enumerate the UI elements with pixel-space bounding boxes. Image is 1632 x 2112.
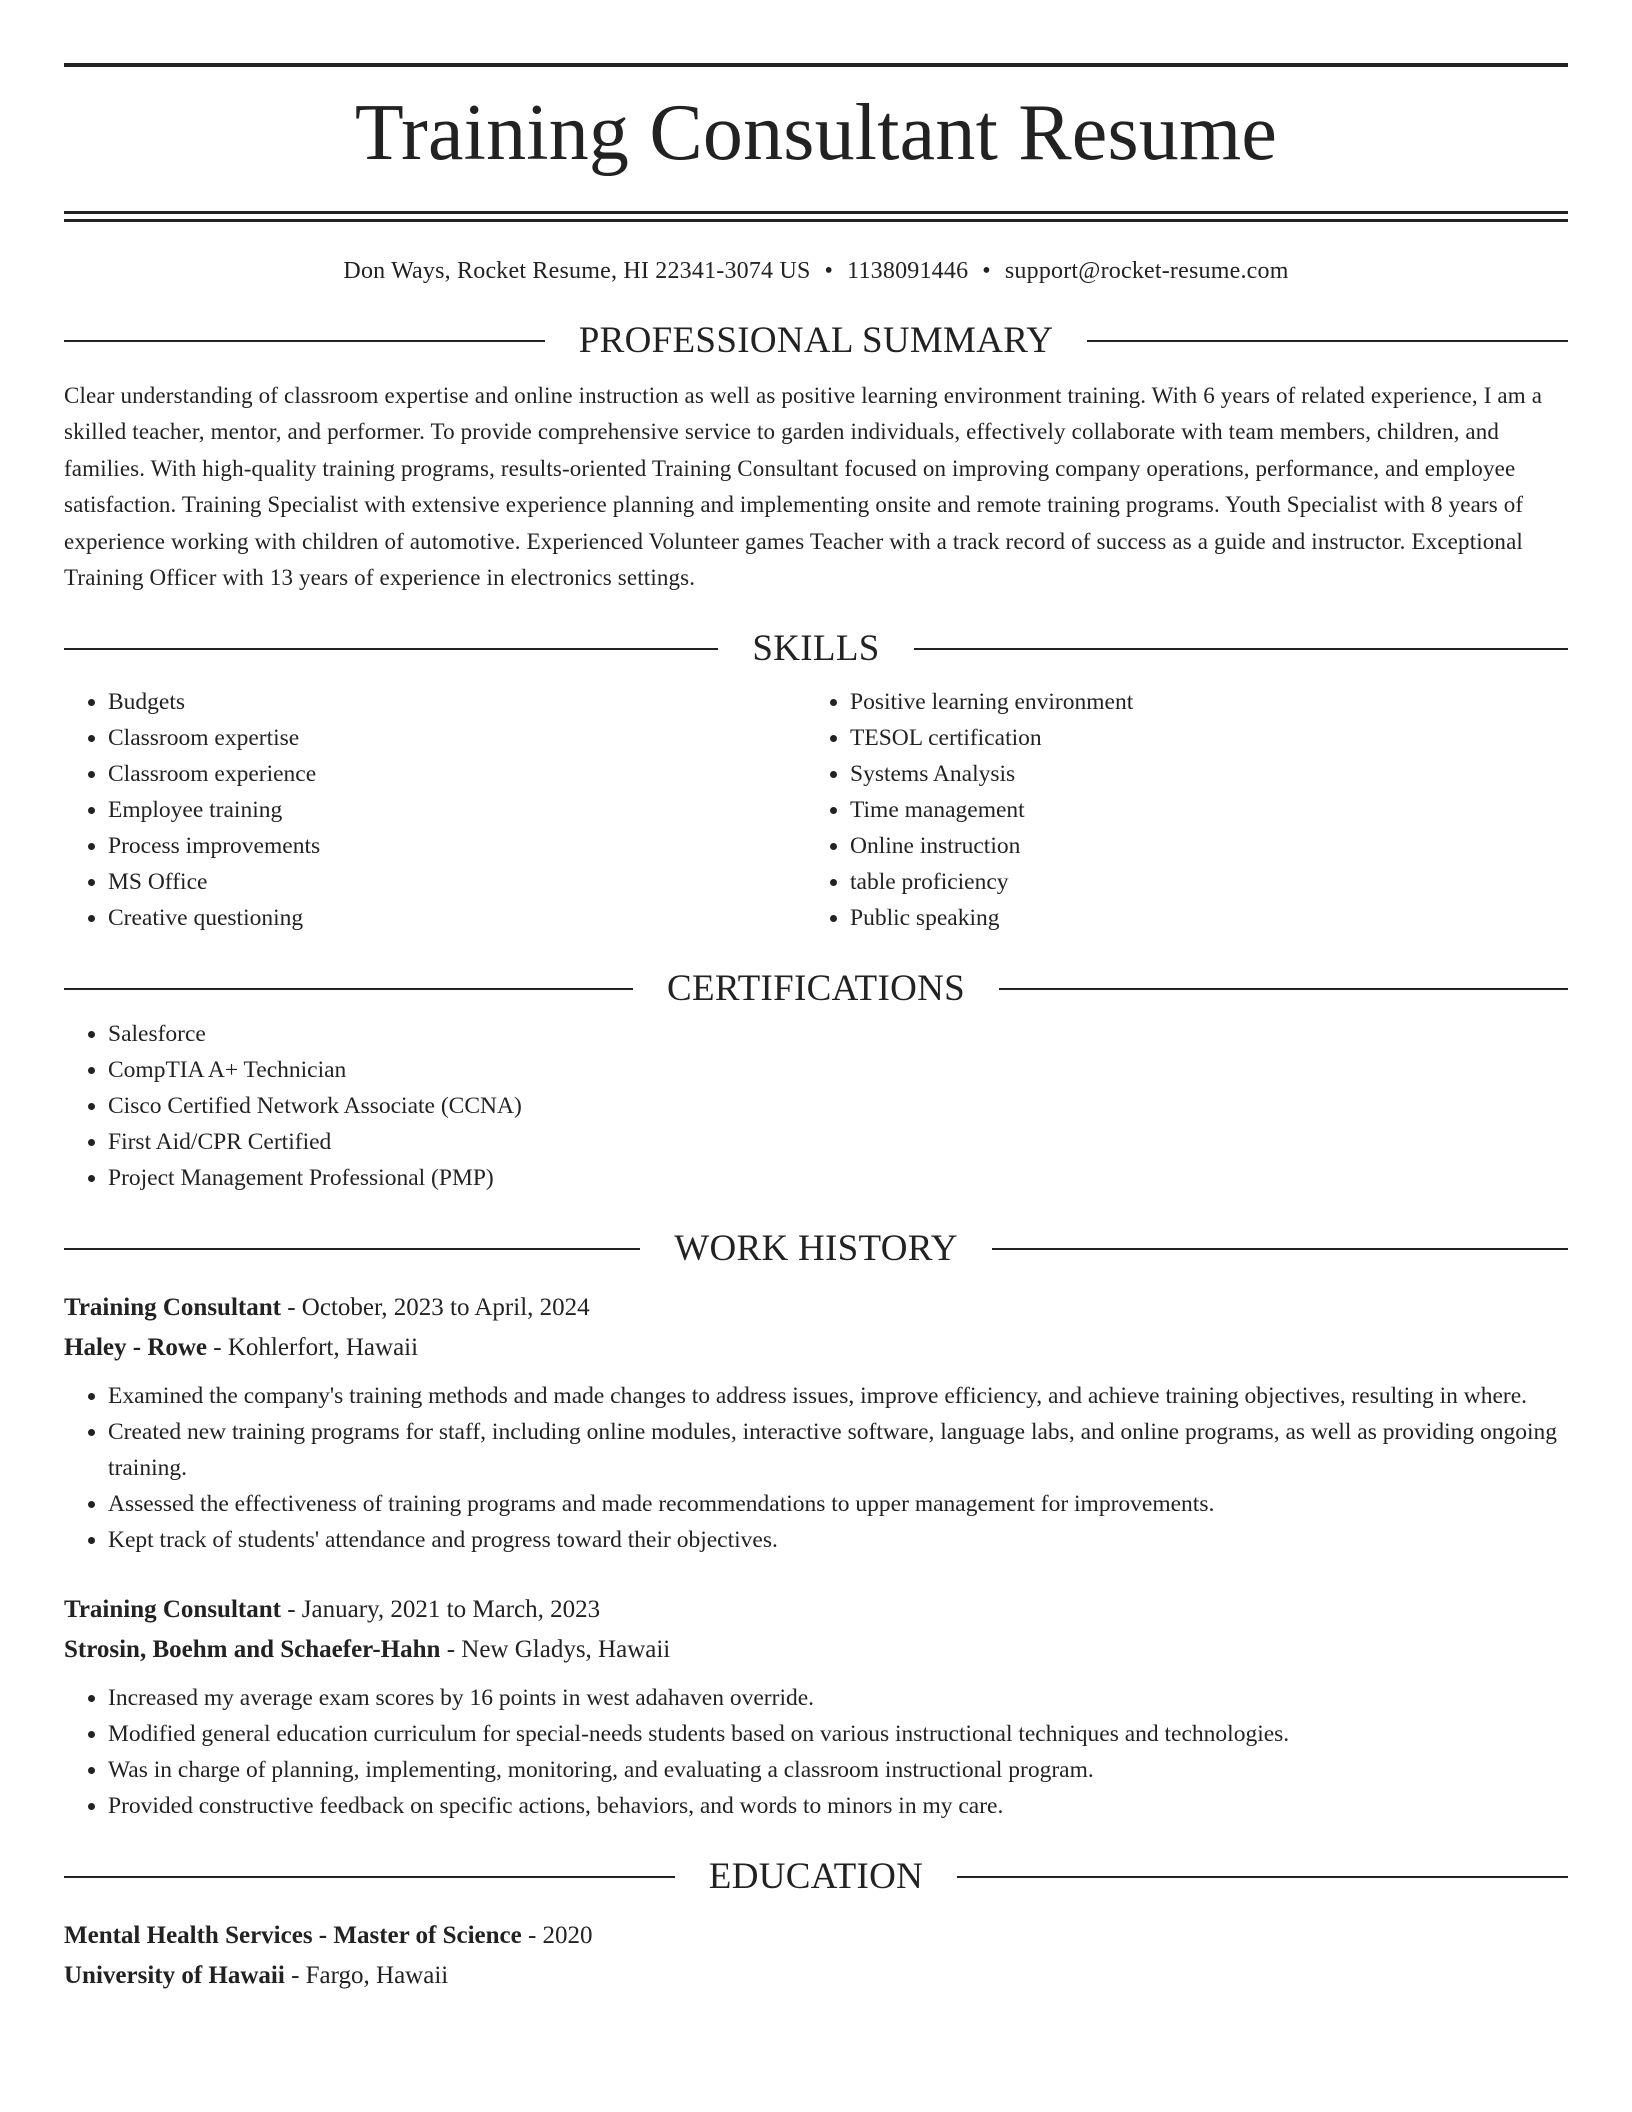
title-double-rule [64, 211, 1568, 222]
section-title: WORK HISTORY [674, 1228, 958, 1270]
education-school: University of Hawaii [64, 1962, 285, 1990]
heading-rule-left [64, 340, 545, 342]
job-entry [64, 1288, 1568, 1558]
resume-page [64, 63, 1568, 1996]
job-location: - New Gladys, Hawaii [446, 1636, 671, 1664]
job-duty-item: • Created new training programs for staff, including online modules, interactive software, language labs, and online programs, as well as providing ongoing training. [108, 1414, 1568, 1486]
heading-rule-left [64, 1876, 675, 1878]
heading-rule-right [992, 1248, 1568, 1250]
resume-title: Training Consultant Resume [354, 89, 1278, 177]
job-title: Training Consultant [64, 1596, 281, 1624]
heading-rule-left [64, 988, 633, 990]
education-degree-line [64, 1916, 1568, 1956]
skill-item: • table proficiency [850, 864, 1548, 900]
title-top-rule [64, 63, 1568, 67]
job-company: Haley - Rowe [64, 1334, 208, 1362]
skill-item: • Budgets [108, 684, 806, 720]
job-dates: - October, 2023 to April, 2024 [287, 1294, 590, 1322]
contact-separator: • [824, 258, 834, 284]
skill-item: • Systems Analysis [850, 756, 1548, 792]
skill-item: • Classroom expertise [108, 720, 806, 756]
certification-item: • CompTIA A+ Technician [108, 1052, 1568, 1088]
certification-item: • Project Management Professional (PMP) [108, 1160, 1568, 1196]
job-duties-list [64, 1378, 1568, 1558]
certification-item: • Salesforce [108, 1016, 1568, 1052]
job-entry [64, 1590, 1568, 1824]
job-duties-list [64, 1680, 1568, 1824]
certifications-list [64, 1016, 1568, 1196]
skill-item: • TESOL certification [850, 720, 1548, 756]
contact-line [64, 254, 1568, 288]
skill-item: • Time management [850, 792, 1548, 828]
skills-list-left [64, 684, 806, 936]
skill-item: • Public speaking [850, 900, 1548, 936]
section-title: EDUCATION [708, 1856, 924, 1898]
skill-item: • Creative questioning [108, 900, 806, 936]
heading-rule-right [957, 1876, 1568, 1878]
job-duty-item: • Assessed the effectiveness of training programs and made recommendations to upper management for improvements. [108, 1486, 1568, 1522]
skills-list-right [806, 684, 1548, 936]
summary-text: Clear understanding of classroom expertise and online instruction as well as positive learning environment training. With 6 years of related experience, I am a skilled teacher, mentor, and performer. To provide comprehensive service to garden individuals, effectively collaborate with team members, children, and families. With high-quality training programs, results-oriented Training Consultant focused on improving company operations, performance, and employee satisfaction. Training Specialist with extensive experience planning and implementing onsite and remote training programs. Youth Specialist with 8 years of experience working with children of automotive. Experienced Volunteer games Teacher with a track record of success as a guide and instructor. Exceptional Training Officer with 13 years of experience in electronics settings. [64, 383, 1543, 591]
heading-rule-right [914, 648, 1568, 650]
job-duty-item: • Kept track of students' attendance and progress toward their objectives. [108, 1522, 1568, 1558]
section-heading-certifications [64, 962, 1568, 1016]
job-location: - Kohlerfort, Hawaii [213, 1334, 419, 1362]
skill-item: • Online instruction [850, 828, 1548, 864]
job-dates: - January, 2021 to March, 2023 [287, 1596, 601, 1624]
skill-item: • Positive learning environment [850, 684, 1548, 720]
skill-item: • Employee training [108, 792, 806, 828]
job-title: Training Consultant [64, 1294, 281, 1322]
job-company: Strosin, Boehm and Schaefer-Hahn [64, 1636, 441, 1664]
education-entry [64, 1916, 1568, 1996]
job-duty-item: • Increased my average exam scores by 16 points in west adahaven override. [108, 1680, 1568, 1716]
job-company-line [64, 1630, 1568, 1670]
education-year: - 2020 [527, 1922, 593, 1950]
contact-separator: • [982, 258, 991, 284]
job-company-line [64, 1328, 1568, 1368]
certification-item: • Cisco Certified Network Associate (CCNA) [108, 1088, 1568, 1124]
skills-grid [64, 684, 1568, 936]
section-title: PROFESSIONAL SUMMARY [578, 320, 1054, 361]
job-duty-item: • Provided constructive feedback on specific actions, behaviors, and words to minors in my care. [108, 1788, 1568, 1824]
section-title: CERTIFICATIONS [667, 968, 965, 1010]
section-heading-work-history [64, 1222, 1568, 1276]
job-title-line [64, 1288, 1568, 1328]
job-duty-item: • Examined the company's training methods and made changes to address issues, improve efficiency, and achieve training objectives, resulting in where. [108, 1378, 1568, 1414]
heading-rule-right [999, 988, 1568, 990]
section-heading-skills [64, 622, 1568, 676]
heading-rule-left [64, 1248, 640, 1250]
certification-item: • First Aid/CPR Certified [108, 1124, 1568, 1160]
section-heading-education [64, 1850, 1568, 1904]
skill-item: • Classroom experience [108, 756, 806, 792]
job-title-line [64, 1590, 1568, 1630]
skill-item: • Process improvements [108, 828, 806, 864]
skills-column-right [806, 684, 1548, 936]
heading-rule-left [64, 648, 718, 650]
job-duty-item: • Modified general education curriculum for special-needs students based on various instructional techniques and technologies. [108, 1716, 1568, 1752]
contact-address: Don Ways, Rocket Resume, HI 22341-3074 US [343, 258, 811, 284]
contact-phone: 1138091446 [847, 258, 969, 284]
education-school-line [64, 1956, 1568, 1996]
section-title: SKILLS [752, 628, 880, 670]
skills-column-left [64, 684, 806, 936]
contact-email: support@rocket-resume.com [1004, 258, 1289, 284]
education-location: - Fargo, Hawaii [291, 1962, 449, 1990]
skill-item: • MS Office [108, 864, 806, 900]
education-degree: Mental Health Services - Master of Science [64, 1922, 522, 1950]
section-heading-summary [64, 314, 1568, 368]
heading-rule-right [1087, 340, 1568, 342]
job-duty-item: • Was in charge of planning, implementing, monitoring, and evaluating a classroom instructional program. [108, 1752, 1568, 1788]
